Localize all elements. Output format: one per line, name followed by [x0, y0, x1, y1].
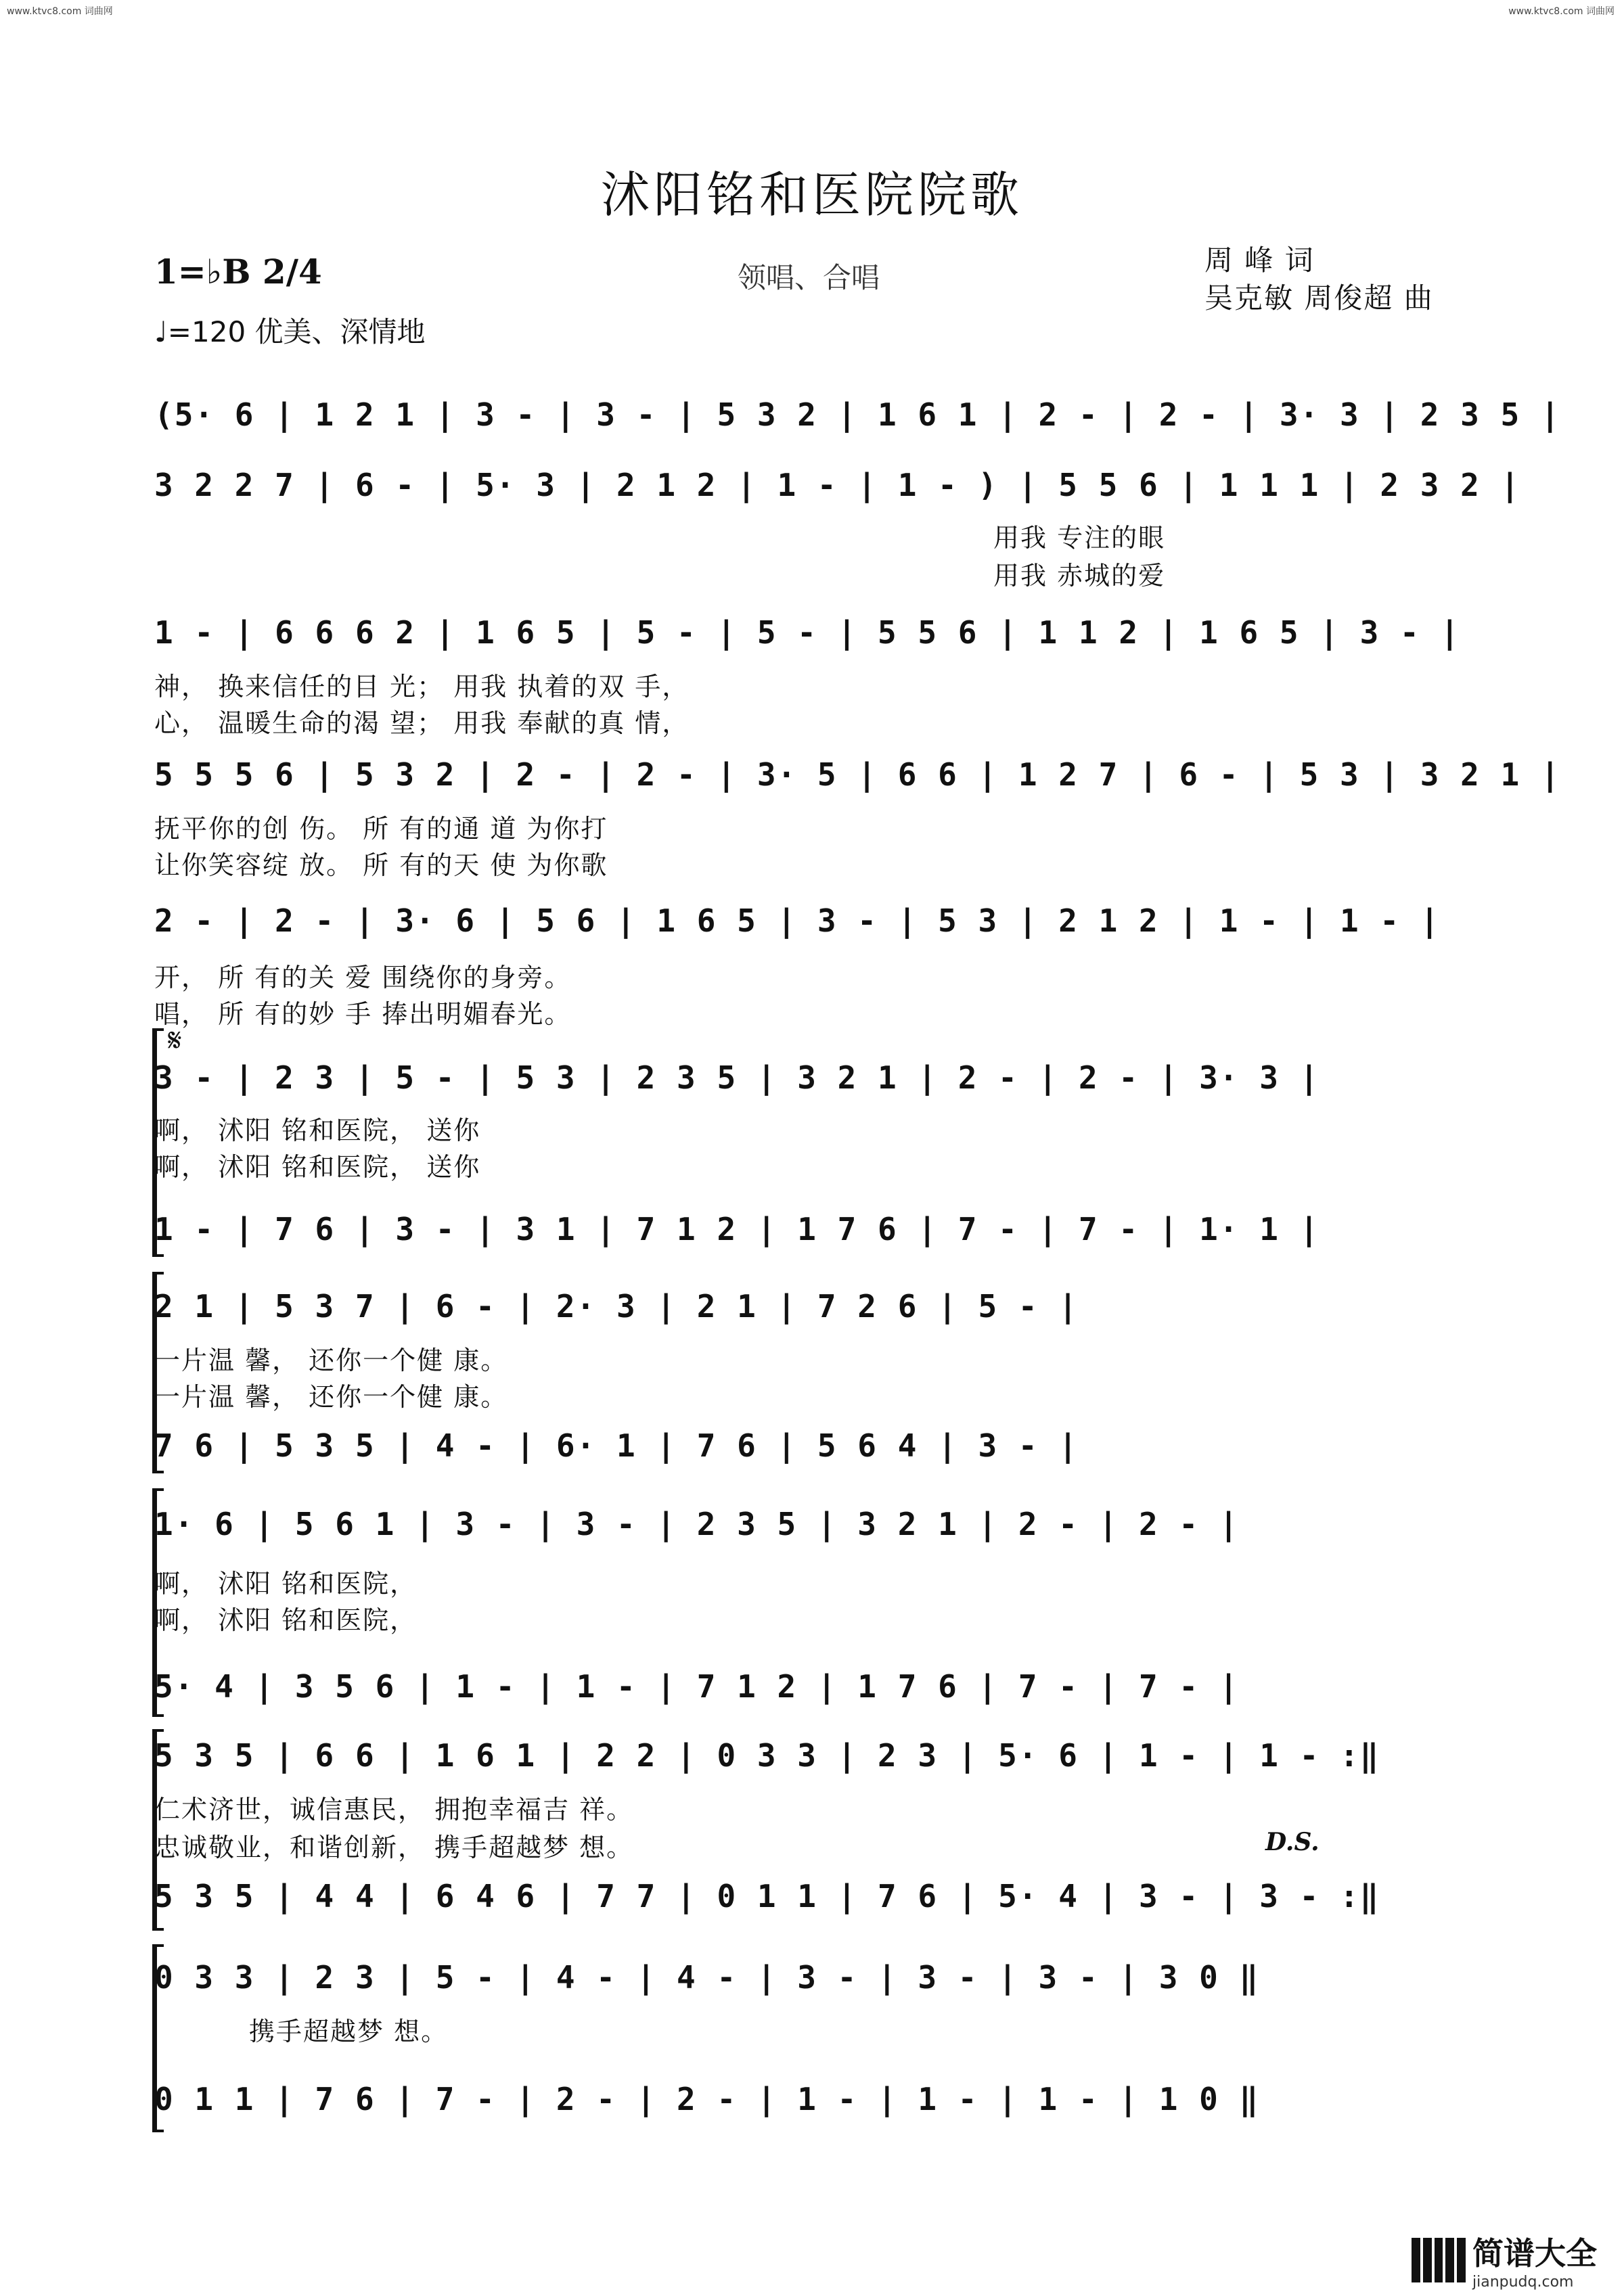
score-line: 0 3 3 | 2 3 | 5 - | 4 - | 4 - | 3 - | 3 - | 3 - | 3 0 ‖ — [154, 1959, 1260, 1996]
score-line: 2 - | 2 - | 3· 6 | 5 6 | 1 6 5 | 3 - | 5 3 | 2 1 2 | 1 - | 1 - | — [154, 902, 1441, 939]
score-line: 3 - | 2 3 | 5 - | 5 3 | 2 3 5 | 3 2 1 | 2 - | 2 - | 3· 3 | — [154, 1059, 1320, 1096]
score-line: 3 2 2 7 | 6 - | 5· 3 | 2 1 2 | 1 - | 1 - ) | 5 5 6 | 1 1 1 | 2 3 2 | — [154, 467, 1521, 503]
performance-type: 领唱、合唱 — [738, 261, 880, 294]
lyric-line: 用我 专注的眼 — [993, 523, 1166, 553]
lyric-line: 抚平你的创 伤。 所 有的通 道 为你打 — [154, 814, 608, 844]
dal-segno-mark: D.S. — [1265, 1828, 1320, 1856]
score-line: 5 3 5 | 4 4 | 6 4 6 | 7 7 | 0 1 1 | 7 6 | 5· 4 | 3 - | 3 - :‖ — [154, 1878, 1380, 1914]
lyricist-credit: 周 峰 词 — [1204, 244, 1315, 277]
lyric-line: 啊， 沭阳 铭和医院， — [154, 1569, 418, 1599]
source-watermark-left: www.ktvc8.com 词曲网 — [7, 6, 113, 17]
site-logo — [1412, 2229, 1597, 2291]
score-line: 5 5 5 6 | 5 3 2 | 2 - | 2 - | 3· 5 | 6 6 | 1 2 7 | 6 - | 5 3 | 3 2 1 | — [154, 756, 1561, 793]
score-line: (5· 6 | 1 2 1 | 3 - | 3 - | 5 3 2 | 1 6 1 | 2 - | 2 - | 3· 3 | 2 3 5 | — [154, 396, 1561, 433]
song-title: 沭阳铭和医院院歌 — [600, 166, 1023, 223]
score-line: 5 3 5 | 6 6 | 1 6 1 | 2 2 | 0 3 3 | 2 3 | 5· 6 | 1 - | 1 - :‖ — [154, 1737, 1380, 1774]
score-line: 1· 6 | 5 6 1 | 3 - | 3 - | 2 3 5 | 3 2 1 | 2 - | 2 - | — [154, 1506, 1240, 1542]
piano-keys-icon — [1412, 2238, 1466, 2282]
score-line: 5· 4 | 3 5 6 | 1 - | 1 - | 7 1 2 | 1 7 6 | 7 - | 7 - | — [154, 1668, 1240, 1705]
lyric-line: 仁术济世，诚信惠民， 拥抱幸福吉 祥。 — [154, 1795, 634, 1824]
logo-text: 简谱大全 — [1472, 2235, 1597, 2272]
lyric-line: 一片温 馨， 还你一个健 康。 — [154, 1382, 508, 1412]
lyric-line: 用我 赤城的爱 — [993, 561, 1166, 591]
tempo-marking: ♩=120 优美、深情地 — [154, 315, 426, 348]
score-line: 0 1 1 | 7 6 | 7 - | 2 - | 2 - | 1 - | 1 - | 1 - | 1 0 ‖ — [154, 2081, 1260, 2117]
lyric-line: 唱， 所 有的妙 手 捧出明媚春光。 — [154, 999, 572, 1029]
logo-url: jianpudq.com — [1472, 2274, 1574, 2291]
score-line: 2 1 | 5 3 7 | 6 - | 2· 3 | 2 1 | 7 2 6 | 5 - | — [154, 1288, 1079, 1325]
lyric-line: 啊， 沭阳 铭和医院， 送你 — [154, 1116, 481, 1145]
score-line: 1 - | 7 6 | 3 - | 3 1 | 7 1 2 | 1 7 6 | 7 - | 7 - | 1· 1 | — [154, 1211, 1320, 1247]
score-line: 7 6 | 5 3 5 | 4 - | 6· 1 | 7 6 | 5 6 4 | 3 - | — [154, 1427, 1079, 1464]
lyric-line: 让你笑容绽 放。 所 有的天 使 为你歌 — [154, 850, 608, 880]
lyric-line: 啊， 沭阳 铭和医院， — [154, 1605, 418, 1635]
lyric-line: 携手超越梦 想。 — [249, 2017, 449, 2046]
segno-icon: 𝄋 — [168, 1021, 182, 1059]
lyric-line: 开， 所 有的关 爱 围绕你的身旁。 — [154, 963, 572, 992]
source-watermark-right: www.ktvc8.com 词曲网 — [1508, 6, 1615, 17]
key-signature: 1=♭B 2/4 — [154, 252, 322, 292]
lyric-line: 一片温 馨， 还你一个健 康。 — [154, 1346, 508, 1375]
lyric-line: 啊， 沭阳 铭和医院， 送你 — [154, 1152, 481, 1182]
lyric-line: 神， 换来信任的目 光； 用我 执着的双 手， — [154, 672, 690, 702]
score-line: 1 - | 6 6 6 2 | 1 6 5 | 5 - | 5 - | 5 5 6 | 1 1 2 | 1 6 5 | 3 - | — [154, 614, 1461, 651]
composer-credit: 吴克敏 周俊超 曲 — [1204, 281, 1434, 315]
lyric-line: 心， 温暖生命的渴 望； 用我 奉献的真 情， — [154, 708, 690, 738]
lyric-line: 忠诚敬业，和谐创新， 携手超越梦 想。 — [154, 1833, 634, 1862]
